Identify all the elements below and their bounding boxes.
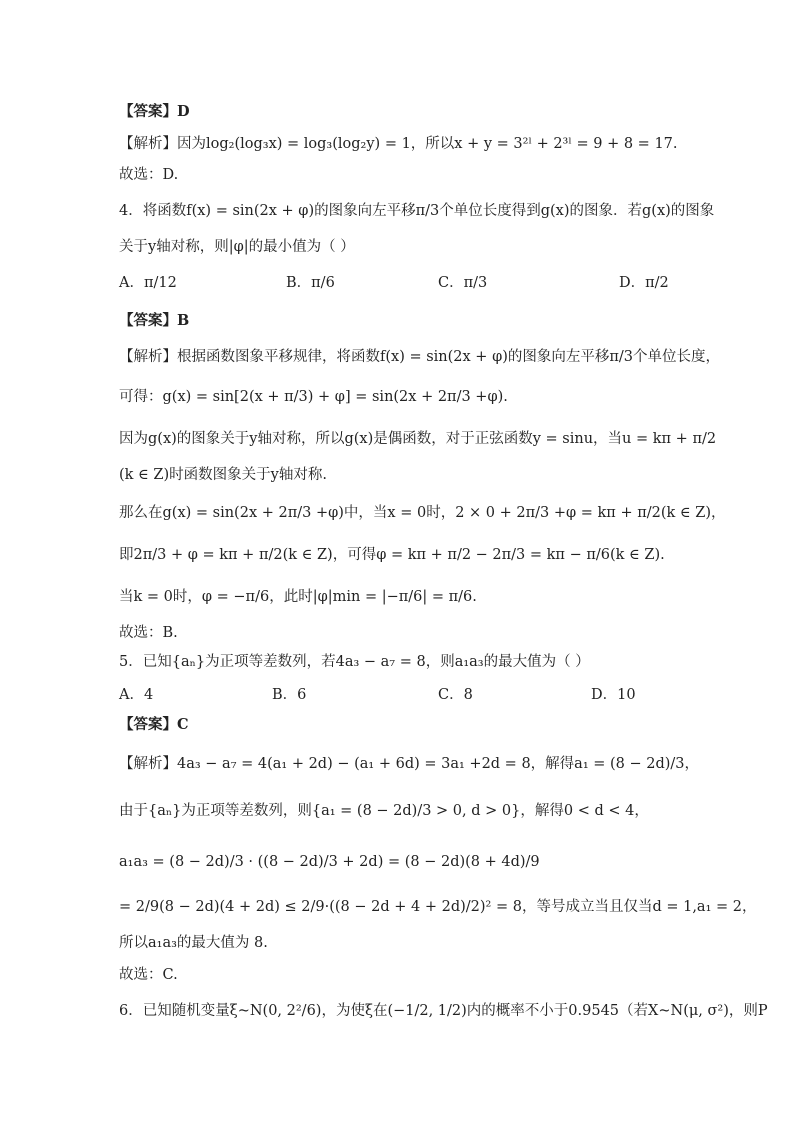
solution-text: 即2π/3 + φ = kπ + π/2(k ∈ Z)，可得φ = kπ + π/2 − 2π/3 = kπ − π/6(k ∈ Z). xyxy=(119,547,665,563)
choice-text: 故选：D. xyxy=(119,167,179,183)
solution-text: 所以a₁a₃的最大值为 8. xyxy=(119,935,268,951)
solution-text: 【解析】根据函数图象平移规律，将函数f(x) = sin(2x + φ)的图象向左平移π/3个单位长度， xyxy=(119,349,721,365)
q4-option-b: B．π/6 xyxy=(286,275,335,291)
solution-text: 可得：g(x) = sin[2(x + π/3) + φ] = sin(2x + 2π/3 +φ). xyxy=(119,389,508,405)
question-6-text: 6．已知随机变量ξ~N(0, 2²/6)，为使ξ在(−1/2, 1/2)内的概率不小于0.9545（若X~N(μ, σ²)，则P xyxy=(119,1003,768,1019)
solution-text: 因为g(x)的图象关于y轴对称，所以g(x)是偶函数，对于正弦函数y = sinu，当u = kπ + π/2 xyxy=(119,431,717,447)
q4-option-d: D．π/2 xyxy=(619,275,669,291)
q5-option-d: D．10 xyxy=(591,687,636,703)
choice-text: 故选：B. xyxy=(119,625,178,641)
solution-text: 那么在g(x) = sin(2x + 2π/3 +φ)中，当x = 0时，2 × 0 + 2π/3 +φ = kπ + π/2(k ∈ Z)， xyxy=(119,505,726,521)
q4-option-c: C．π/3 xyxy=(438,275,488,291)
question-4-text: 关于y轴对称，则|φ|的最小值为（ ） xyxy=(119,239,355,255)
question-5-text: 5．已知{aₙ}为正项等差数列，若4a₃ − a₇ = 8，则a₁a₃的最大值为（ ） xyxy=(119,654,590,670)
solution-text: 【解析】因为log₂(log₃x) = log₃(log₂y) = 1，所以x + y = 3²ˡ + 2³ˡ = 9 + 8 = 17. xyxy=(119,136,678,152)
q5-option-a: A．4 xyxy=(119,687,154,703)
q5-option-b: B．6 xyxy=(272,687,307,703)
solution-text: 当k = 0时，φ = −π/6，此时|φ|min = |−π/6| = π/6. xyxy=(119,589,477,605)
solution-formula: a₁a₃ = (8 − 2d)/3 · ((8 − 2d)/3 + 2d) = (8 − 2d)(8 + 4d)/9 xyxy=(119,854,540,870)
solution-formula: = 2/9(8 − 2d)(4 + 2d) ≤ 2/9·((8 − 2d + 4 + 2d)/2)² = 8，等号成立当且仅当d = 1,a₁ = 2， xyxy=(119,899,757,915)
answer-label: 【答案】C xyxy=(119,716,189,733)
q4-option-a: A．π/12 xyxy=(119,275,177,291)
choice-text: 故选：C. xyxy=(119,967,178,983)
solution-text: 【解析】4a₃ − a₇ = 4(a₁ + 2d) − (a₁ + 6d) = 3a₁ +2d = 8，解得a₁ = (8 − 2d)/3， xyxy=(119,756,700,772)
answer-label: 【答案】D xyxy=(119,103,190,120)
solution-text: 由于{aₙ}为正项等差数列，则{a₁ = (8 − 2d)/3 > 0, d > 0}，解得0 < d < 4， xyxy=(119,803,649,819)
q5-option-c: C．8 xyxy=(438,687,473,703)
question-4-text: 4．将函数f(x) = sin(2x + φ)的图象向左平移π/3个单位长度得到g(x)的图象．若g(x)的图象 xyxy=(119,203,715,219)
answer-label: 【答案】B xyxy=(119,312,190,329)
solution-text: (k ∈ Z)时函数图象关于y轴对称. xyxy=(119,467,327,483)
